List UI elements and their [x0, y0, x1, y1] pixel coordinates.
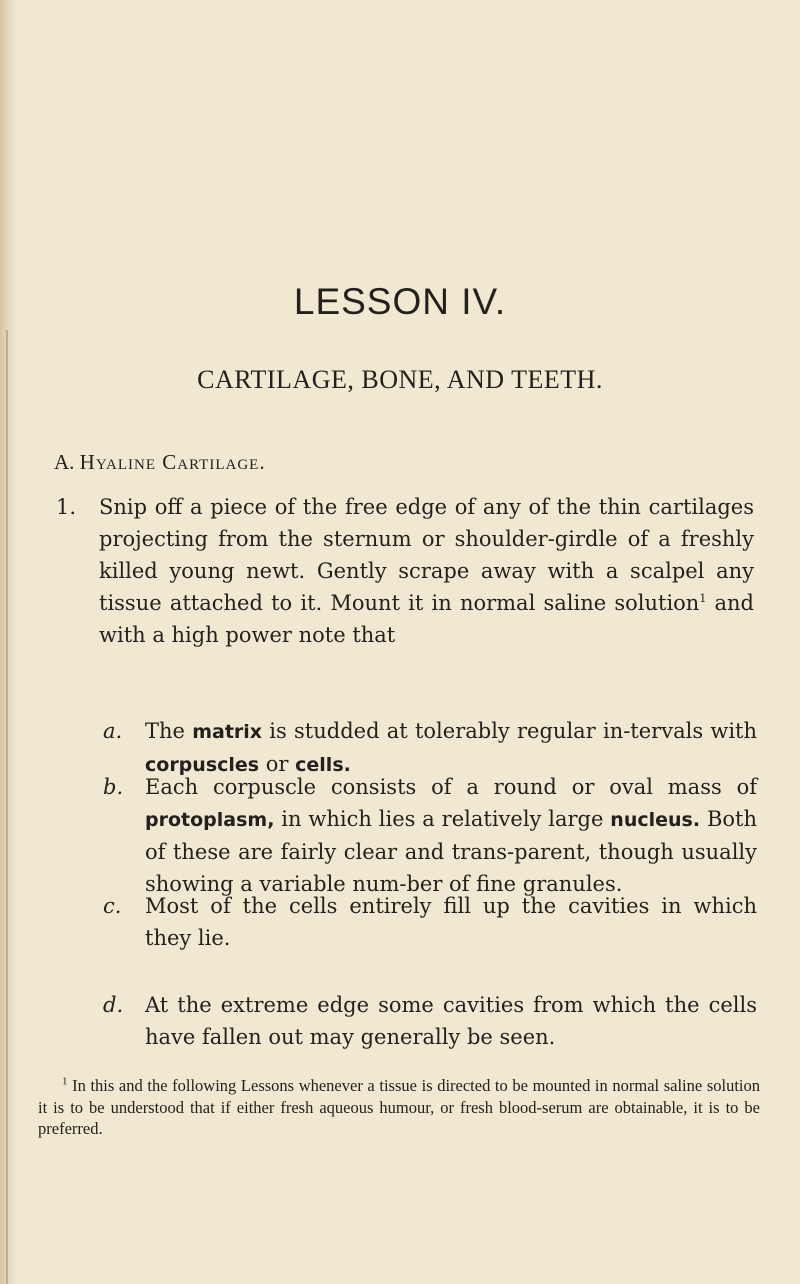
sub-item-text: Most of the cells entirely fill up the cavities in which they lie. [145, 894, 757, 950]
text-run: The [145, 719, 193, 743]
item-text [99, 491, 754, 651]
footnote-marker: 1 [62, 1075, 68, 1088]
sub-item-c [103, 890, 758, 954]
footnote [38, 1075, 760, 1140]
instruction-item-1 [56, 491, 756, 651]
term-corpuscles: corpuscles [145, 754, 260, 776]
sub-item-b [103, 771, 758, 900]
term-nucleus: nucleus. [610, 809, 701, 831]
item-text-main: Snip off a piece of the free edge of any of the thin cartilages projecting from the sternum or shoulder-girdle of a freshly killed young newt. Gently scrape away with a scalpel any tissue attached to it. Mount it in normal saline solution [99, 495, 754, 615]
page-binding-edge [0, 0, 16, 1284]
sub-item-text [145, 771, 757, 900]
sub-item-letter: a. [103, 719, 123, 743]
item-number: 1. [56, 495, 77, 519]
text-run: Each corpuscle consists of a round or oval mass of [145, 775, 757, 799]
footnote-reference: 1 [699, 592, 707, 605]
term-cells: cells. [295, 754, 351, 776]
section-title: Hyaline Cartilage. [79, 450, 266, 474]
text-run: is studded at tolerably regular in-tervals with [262, 719, 757, 743]
sub-item-letter: d. [103, 993, 124, 1017]
text-run: or [259, 752, 296, 776]
footnote-text: In this and the following Lessons whenever a tissue is directed to be mounted in normal saline solution it is to be understood that if either fresh aqueous humour, or fresh blood-serum are obtainable, it is to be preferred. [38, 1076, 760, 1138]
chapter-title: CARTILAGE, BONE, AND TEETH. [197, 365, 603, 394]
text-run: Both of these are fairly clear and trans-parent, though usually showing a variable num-ber of fine granules. [145, 807, 757, 896]
sub-item-d [103, 989, 758, 1053]
section-letter: A. [54, 450, 75, 474]
sub-item-letter: b. [103, 775, 124, 799]
term-protoplasm: protoplasm, [145, 809, 275, 831]
sub-item-text: At the extreme edge some cavities from which the cells have fallen out may generally be seen. [145, 993, 757, 1049]
section-heading [54, 450, 266, 475]
text-run: in which lies a relatively large [274, 807, 611, 831]
sub-item-letter: c. [103, 894, 122, 918]
item-text-end: and with a high power note that [99, 591, 754, 647]
lesson-title: LESSON IV. [293, 281, 507, 322]
term-matrix: matrix [192, 721, 263, 743]
